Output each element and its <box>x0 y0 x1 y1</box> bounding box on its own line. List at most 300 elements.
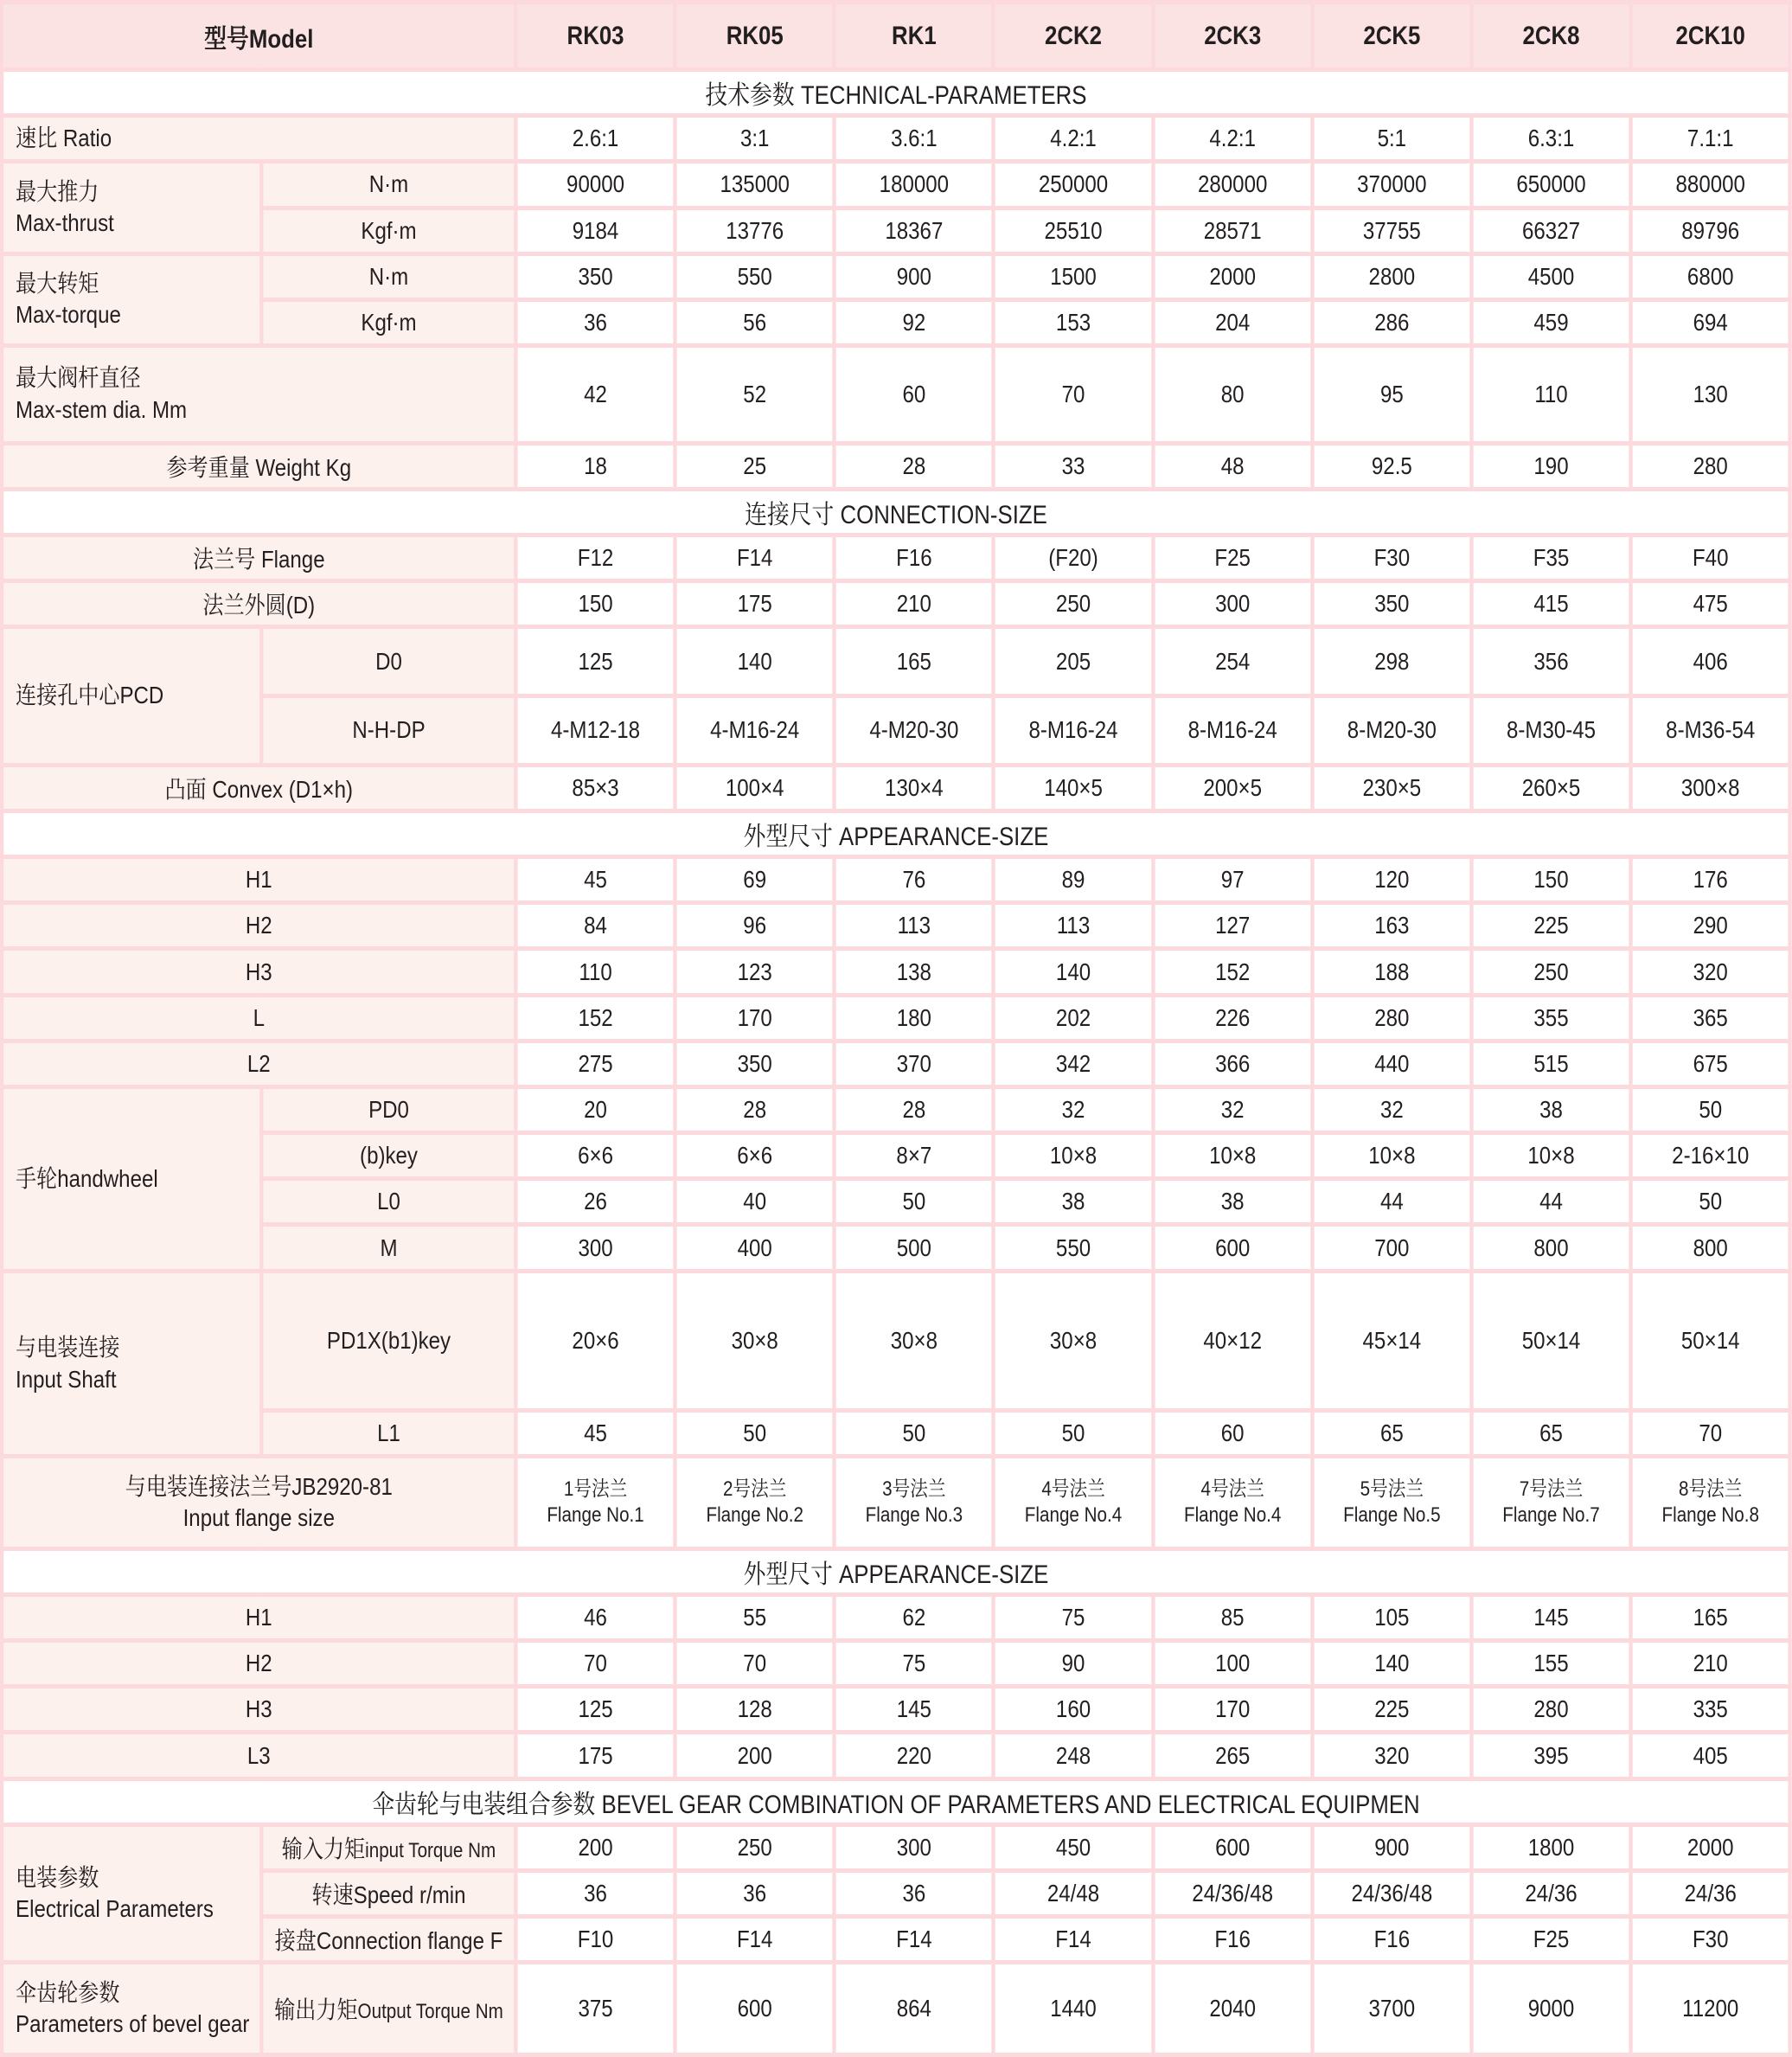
table-row <box>2 1271 1790 1411</box>
unit-label: N·m <box>262 253 516 299</box>
section-row <box>2 1548 1790 1594</box>
value-cell: 350 <box>1312 581 1471 627</box>
value-cell: 75 <box>994 1594 1153 1640</box>
flange-cn: 7号法兰 <box>1519 1477 1584 1502</box>
value-cell: 65 <box>1312 1411 1471 1457</box>
value-cell: 175 <box>515 1733 675 1778</box>
flange-en: Flange No.3 <box>865 1503 963 1528</box>
flange-cn: 4号法兰 <box>1041 1477 1105 1502</box>
value-cell <box>1631 1457 1790 1548</box>
value-cell: 105 <box>1312 1594 1471 1640</box>
flange-cn: 4号法兰 <box>1200 1477 1264 1502</box>
value-cell: 8-M36-54 <box>1631 695 1790 765</box>
value-cell: 90000 <box>515 162 675 208</box>
value-cell: 37755 <box>1312 208 1471 253</box>
value-cell: 254 <box>1153 627 1312 696</box>
value-cell: 6×6 <box>515 1133 675 1179</box>
value-cell: 250 <box>675 1824 835 1870</box>
value-cell: 300 <box>1153 581 1312 627</box>
header-row <box>2 3 1790 70</box>
value-cell <box>835 1457 994 1548</box>
value-cell: 140×5 <box>994 765 1153 811</box>
value-cell: 150 <box>515 581 675 627</box>
value-cell: F40 <box>1631 535 1790 580</box>
value-cell: 28 <box>835 1086 994 1132</box>
value-cell: 1800 <box>1471 1824 1630 1870</box>
table-row <box>2 1687 1790 1733</box>
unit-label: Kgf·m <box>262 208 516 253</box>
model-col: 2CK2 <box>994 3 1153 70</box>
flange-en: Flange No.8 <box>1661 1503 1759 1528</box>
table-row <box>2 208 1790 253</box>
value-cell: 188 <box>1312 949 1471 995</box>
value-cell: 450 <box>994 1824 1153 1870</box>
value-cell: 135000 <box>675 162 835 208</box>
sub-label-cn: 接盘 <box>274 1927 317 1955</box>
sub-label: L0 <box>262 1179 516 1225</box>
value-cell: 36 <box>515 1870 675 1916</box>
value-cell: F16 <box>1153 1917 1312 1963</box>
value-cell: 130×4 <box>835 765 994 811</box>
value-cell: 275 <box>515 1041 675 1086</box>
value-cell: 100×4 <box>675 765 835 811</box>
value-cell: 24/36 <box>1471 1870 1630 1916</box>
value-cell: 4-M12-18 <box>515 695 675 765</box>
group-label <box>2 253 261 345</box>
value-cell: 290 <box>1631 903 1790 949</box>
value-cell: 38 <box>994 1179 1153 1225</box>
row-label: 法兰外圆(D) <box>2 581 515 627</box>
value-cell: 280 <box>1471 1687 1630 1733</box>
section-row <box>2 1778 1790 1824</box>
value-cell: 10×8 <box>994 1133 1153 1179</box>
value-cell: 298 <box>1312 627 1471 696</box>
value-cell: 110 <box>1471 346 1630 444</box>
value-cell: 89 <box>994 857 1153 903</box>
value-cell: 300 <box>835 1824 994 1870</box>
table-row <box>2 1594 1790 1640</box>
row-label: H2 <box>2 1641 515 1687</box>
value-cell: 8-M16-24 <box>994 695 1153 765</box>
value-cell: 230×5 <box>1312 765 1471 811</box>
value-cell: 220 <box>835 1733 994 1778</box>
value-cell: 415 <box>1471 581 1630 627</box>
value-cell: 250 <box>1471 949 1630 995</box>
value-cell: 46 <box>515 1594 675 1640</box>
value-cell: 150 <box>1471 857 1630 903</box>
value-cell: 2000 <box>1153 253 1312 299</box>
value-cell: 32 <box>1312 1086 1471 1132</box>
flange-en: Flange No.2 <box>706 1503 803 1528</box>
row-label: L3 <box>2 1733 515 1778</box>
value-cell: 265 <box>1153 1733 1312 1778</box>
value-cell: 123 <box>675 949 835 995</box>
value-cell: 50 <box>1631 1086 1790 1132</box>
value-cell: 33 <box>994 443 1153 489</box>
value-cell: 163 <box>1312 903 1471 949</box>
value-cell: 97 <box>1153 857 1312 903</box>
value-cell: 880000 <box>1631 162 1790 208</box>
value-cell: 125 <box>515 627 675 696</box>
value-cell: 10×8 <box>1153 1133 1312 1179</box>
value-cell: 140 <box>994 949 1153 995</box>
label-en: Parameters of bevel gear <box>16 2010 250 2038</box>
value-cell: (F20) <box>994 535 1153 580</box>
value-cell: 52 <box>675 346 835 444</box>
value-cell: 700 <box>1312 1225 1471 1271</box>
value-cell: 4.2:1 <box>1153 116 1312 162</box>
value-cell: 25510 <box>994 208 1153 253</box>
value-cell: 176 <box>1631 857 1790 903</box>
value-cell: 24/36 <box>1631 1870 1790 1916</box>
value-cell: 152 <box>515 995 675 1041</box>
value-cell: 80 <box>1153 346 1312 444</box>
table-row <box>2 1870 1790 1916</box>
table-row <box>2 1824 1790 1870</box>
row-label: L <box>2 995 515 1041</box>
group-label: 手轮handwheel <box>2 1086 261 1271</box>
value-cell: 40×12 <box>1153 1271 1312 1411</box>
value-cell: 38 <box>1153 1179 1312 1225</box>
value-cell: 10×8 <box>1471 1133 1630 1179</box>
value-cell: 28 <box>675 1086 835 1132</box>
table-row <box>2 1225 1790 1271</box>
value-cell: 8-M30-45 <box>1471 695 1630 765</box>
value-cell: 45×14 <box>1312 1271 1471 1411</box>
value-cell: 50 <box>675 1411 835 1457</box>
value-cell: 25 <box>675 443 835 489</box>
value-cell: 60 <box>835 346 994 444</box>
flange-cn: 5号法兰 <box>1360 1477 1424 1502</box>
row-label: H1 <box>2 1594 515 1640</box>
model-label: 型号Model <box>2 3 515 70</box>
value-cell: 145 <box>1471 1594 1630 1640</box>
label-en: Input flange size <box>182 1504 335 1532</box>
value-cell: 6×6 <box>675 1133 835 1179</box>
model-col: 2CK5 <box>1312 3 1471 70</box>
value-cell: 2000 <box>1631 1824 1790 1870</box>
value-cell: 225 <box>1471 903 1630 949</box>
value-cell: F12 <box>515 535 675 580</box>
row-label: H3 <box>2 1687 515 1733</box>
table-row <box>2 1086 1790 1132</box>
flange-en: Flange No.5 <box>1343 1503 1441 1528</box>
value-cell <box>675 1457 835 1548</box>
value-cell: 70 <box>675 1641 835 1687</box>
value-cell: 32 <box>994 1086 1153 1132</box>
value-cell: 128 <box>675 1687 835 1733</box>
value-cell: 28 <box>835 443 994 489</box>
value-cell: 26 <box>515 1179 675 1225</box>
value-cell: 20 <box>515 1086 675 1132</box>
value-cell: 200 <box>675 1733 835 1778</box>
value-cell: F16 <box>835 535 994 580</box>
value-cell: F25 <box>1153 535 1312 580</box>
label-cn: 最大推力 <box>16 177 99 205</box>
value-cell: 260×5 <box>1471 765 1630 811</box>
value-cell: F30 <box>1312 535 1471 580</box>
value-cell: 155 <box>1471 1641 1630 1687</box>
table-row <box>2 1917 1790 1963</box>
value-cell: 202 <box>994 995 1153 1041</box>
sub-label <box>262 1917 516 1963</box>
value-cell: 36 <box>675 1870 835 1916</box>
flange-en: Flange No.1 <box>547 1503 644 1528</box>
table-row <box>2 1133 1790 1179</box>
value-cell: 370000 <box>1312 162 1471 208</box>
value-cell: 250000 <box>994 162 1153 208</box>
value-cell: 395 <box>1471 1733 1630 1778</box>
value-cell: 56 <box>675 299 835 345</box>
value-cell <box>515 1457 675 1548</box>
value-cell: 400 <box>675 1225 835 1271</box>
sub-label: L1 <box>262 1411 516 1457</box>
value-cell: 8-M20-30 <box>1312 695 1471 765</box>
table-row <box>2 1963 1790 2055</box>
group-label <box>2 162 261 253</box>
label-cn: 最大阀杆直径 <box>16 364 141 392</box>
value-cell: 280 <box>1312 995 1471 1041</box>
value-cell: 366 <box>1153 1041 1312 1086</box>
group-label: 连接孔中心PCD <box>2 627 261 766</box>
value-cell: 60 <box>1153 1411 1312 1457</box>
value-cell: 113 <box>994 903 1153 949</box>
value-cell: 440 <box>1312 1041 1471 1086</box>
value-cell: 864 <box>835 1963 994 2055</box>
value-cell: 650000 <box>1471 162 1630 208</box>
value-cell: 140 <box>675 627 835 696</box>
value-cell: 2800 <box>1312 253 1471 299</box>
value-cell: 153 <box>994 299 1153 345</box>
value-cell: 50 <box>1631 1179 1790 1225</box>
value-cell: 225 <box>1312 1687 1471 1733</box>
value-cell: 286 <box>1312 299 1471 345</box>
value-cell: 200×5 <box>1153 765 1312 811</box>
table-row <box>2 581 1790 627</box>
value-cell: 44 <box>1471 1179 1630 1225</box>
unit-label: N·m <box>262 162 516 208</box>
value-cell: 335 <box>1631 1687 1790 1733</box>
value-cell: 13776 <box>675 208 835 253</box>
value-cell: 355 <box>1471 995 1630 1041</box>
label-cn: 最大转矩 <box>16 269 99 297</box>
value-cell: 3.6:1 <box>835 116 994 162</box>
table-row <box>2 443 1790 489</box>
value-cell: 342 <box>994 1041 1153 1086</box>
section-title: 技术参数 TECHNICAL-PARAMETERS <box>2 70 1790 116</box>
sub-label: PD1X(b1)key <box>262 1271 516 1411</box>
sub-label-cn: 输入力矩 <box>281 1835 366 1862</box>
value-cell: 50×14 <box>1471 1271 1630 1411</box>
value-cell: 210 <box>835 581 994 627</box>
sub-label-cn: 输出力矩 <box>274 1996 358 2024</box>
flange-cn: 2号法兰 <box>723 1477 787 1502</box>
section-row <box>2 489 1790 535</box>
label-cn: 电装参数 <box>16 1863 99 1891</box>
value-cell: 30×8 <box>675 1271 835 1411</box>
sub-label: M <box>262 1225 516 1271</box>
value-cell: 365 <box>1631 995 1790 1041</box>
value-cell <box>1471 1457 1630 1548</box>
table-row <box>2 1641 1790 1687</box>
row-label: 凸面 Convex (D1×h) <box>2 765 515 811</box>
label-en: Max-torque <box>16 301 121 329</box>
value-cell: 92 <box>835 299 994 345</box>
table-row <box>2 1733 1790 1778</box>
value-cell: 10×8 <box>1312 1133 1471 1179</box>
value-cell: 800 <box>1471 1225 1630 1271</box>
value-cell: 42 <box>515 346 675 444</box>
table-row <box>2 535 1790 580</box>
table-row <box>2 1457 1790 1548</box>
value-cell: 85×3 <box>515 765 675 811</box>
group-label <box>2 1963 261 2055</box>
label-en: Electrical Parameters <box>16 1895 214 1923</box>
flange-cn: 3号法兰 <box>882 1477 946 1502</box>
table-row <box>2 1041 1790 1086</box>
value-cell: F30 <box>1631 1917 1790 1963</box>
value-cell: 100 <box>1153 1641 1312 1687</box>
value-cell: 2.6:1 <box>515 116 675 162</box>
value-cell: 170 <box>1153 1687 1312 1733</box>
model-col: RK05 <box>675 3 835 70</box>
value-cell: 600 <box>675 1963 835 2055</box>
value-cell: 204 <box>1153 299 1312 345</box>
value-cell: 406 <box>1631 627 1790 696</box>
value-cell: 300×8 <box>1631 765 1790 811</box>
value-cell: 45 <box>515 1411 675 1457</box>
table-row <box>2 162 1790 208</box>
value-cell: 8×7 <box>835 1133 994 1179</box>
value-cell: 4500 <box>1471 253 1630 299</box>
value-cell: 475 <box>1631 581 1790 627</box>
value-cell: F14 <box>675 535 835 580</box>
value-cell: 95 <box>1312 346 1471 444</box>
value-cell: 600 <box>1153 1824 1312 1870</box>
sub-label <box>262 1824 516 1870</box>
table-row <box>2 995 1790 1041</box>
value-cell <box>1312 1457 1471 1548</box>
value-cell: 145 <box>835 1687 994 1733</box>
value-cell: F14 <box>675 1917 835 1963</box>
flange-cn: 1号法兰 <box>563 1477 628 1502</box>
value-cell: 226 <box>1153 995 1312 1041</box>
value-cell: 70 <box>515 1641 675 1687</box>
value-cell: 50 <box>994 1411 1153 1457</box>
value-cell: 3:1 <box>675 116 835 162</box>
value-cell: 84 <box>515 903 675 949</box>
value-cell: 11200 <box>1631 1963 1790 2055</box>
value-cell: 8-M16-24 <box>1153 695 1312 765</box>
value-cell: 405 <box>1631 1733 1790 1778</box>
value-cell: 459 <box>1471 299 1630 345</box>
sub-label: (b)key <box>262 1133 516 1179</box>
value-cell: 4.2:1 <box>994 116 1153 162</box>
value-cell: 500 <box>835 1225 994 1271</box>
sub-label <box>262 1963 516 2055</box>
row-label: H1 <box>2 857 515 903</box>
value-cell: 9000 <box>1471 1963 1630 2055</box>
value-cell: 694 <box>1631 299 1790 345</box>
table-row <box>2 765 1790 811</box>
model-col: 2CK10 <box>1631 3 1790 70</box>
section-row <box>2 70 1790 116</box>
value-cell: 550 <box>994 1225 1153 1271</box>
table-row <box>2 116 1790 162</box>
value-cell: 76 <box>835 857 994 903</box>
table-row <box>2 253 1790 299</box>
value-cell: 18367 <box>835 208 994 253</box>
value-cell: 175 <box>675 581 835 627</box>
row-label: H2 <box>2 903 515 949</box>
row-label: L2 <box>2 1041 515 1086</box>
unit-label: Kgf·m <box>262 299 516 345</box>
value-cell: 370 <box>835 1041 994 1086</box>
value-cell: F14 <box>835 1917 994 1963</box>
section-row <box>2 811 1790 856</box>
section-title: 伞齿轮与电装组合参数 BEVEL GEAR COMBINATION OF PARAMETERS AND ELECTRICAL EQUIPMEN <box>2 1778 1790 1824</box>
value-cell: 130 <box>1631 346 1790 444</box>
value-cell: 28571 <box>1153 208 1312 253</box>
sub-label: D0 <box>262 627 516 696</box>
value-cell: 45 <box>515 857 675 903</box>
value-cell: 36 <box>835 1870 994 1916</box>
sub-label: N-H-DP <box>262 695 516 765</box>
value-cell: 320 <box>1631 949 1790 995</box>
value-cell: F35 <box>1471 535 1630 580</box>
row-label <box>2 1457 515 1548</box>
value-cell: 6.3:1 <box>1471 116 1630 162</box>
sub-label-cn: 转速 <box>311 1881 354 1909</box>
table-row <box>2 903 1790 949</box>
value-cell: 70 <box>1631 1411 1790 1457</box>
value-cell: 250 <box>994 581 1153 627</box>
model-col: 2CK3 <box>1153 3 1312 70</box>
row-label: 法兰号 Flange <box>2 535 515 580</box>
value-cell: 50 <box>835 1179 994 1225</box>
row-label: 速比 Ratio <box>2 116 515 162</box>
value-cell: 38 <box>1471 1086 1630 1132</box>
value-cell: 55 <box>675 1594 835 1640</box>
table-row <box>2 949 1790 995</box>
value-cell: 515 <box>1471 1041 1630 1086</box>
model-col: RK1 <box>835 3 994 70</box>
value-cell: F14 <box>994 1917 1153 1963</box>
value-cell: 200 <box>515 1824 675 1870</box>
value-cell: 165 <box>835 627 994 696</box>
model-col: 2CK8 <box>1471 3 1630 70</box>
value-cell: 210 <box>1631 1641 1790 1687</box>
value-cell: 127 <box>1153 903 1312 949</box>
value-cell: 96 <box>675 903 835 949</box>
value-cell: 30×8 <box>835 1271 994 1411</box>
value-cell: 138 <box>835 949 994 995</box>
row-label <box>2 346 515 444</box>
value-cell: 32 <box>1153 1086 1312 1132</box>
table-row <box>2 1411 1790 1457</box>
sub-label-en: Speed r/min <box>353 1881 466 1909</box>
section-title: 外型尺寸 APPEARANCE-SIZE <box>2 811 1790 856</box>
value-cell: 675 <box>1631 1041 1790 1086</box>
value-cell: 113 <box>835 903 994 949</box>
value-cell: F10 <box>515 1917 675 1963</box>
table-row <box>2 1179 1790 1225</box>
value-cell: 280 <box>1631 443 1790 489</box>
value-cell: 24/36/48 <box>1312 1870 1471 1916</box>
value-cell <box>1153 1457 1312 1548</box>
value-cell: 125 <box>515 1687 675 1733</box>
value-cell: 180 <box>835 995 994 1041</box>
